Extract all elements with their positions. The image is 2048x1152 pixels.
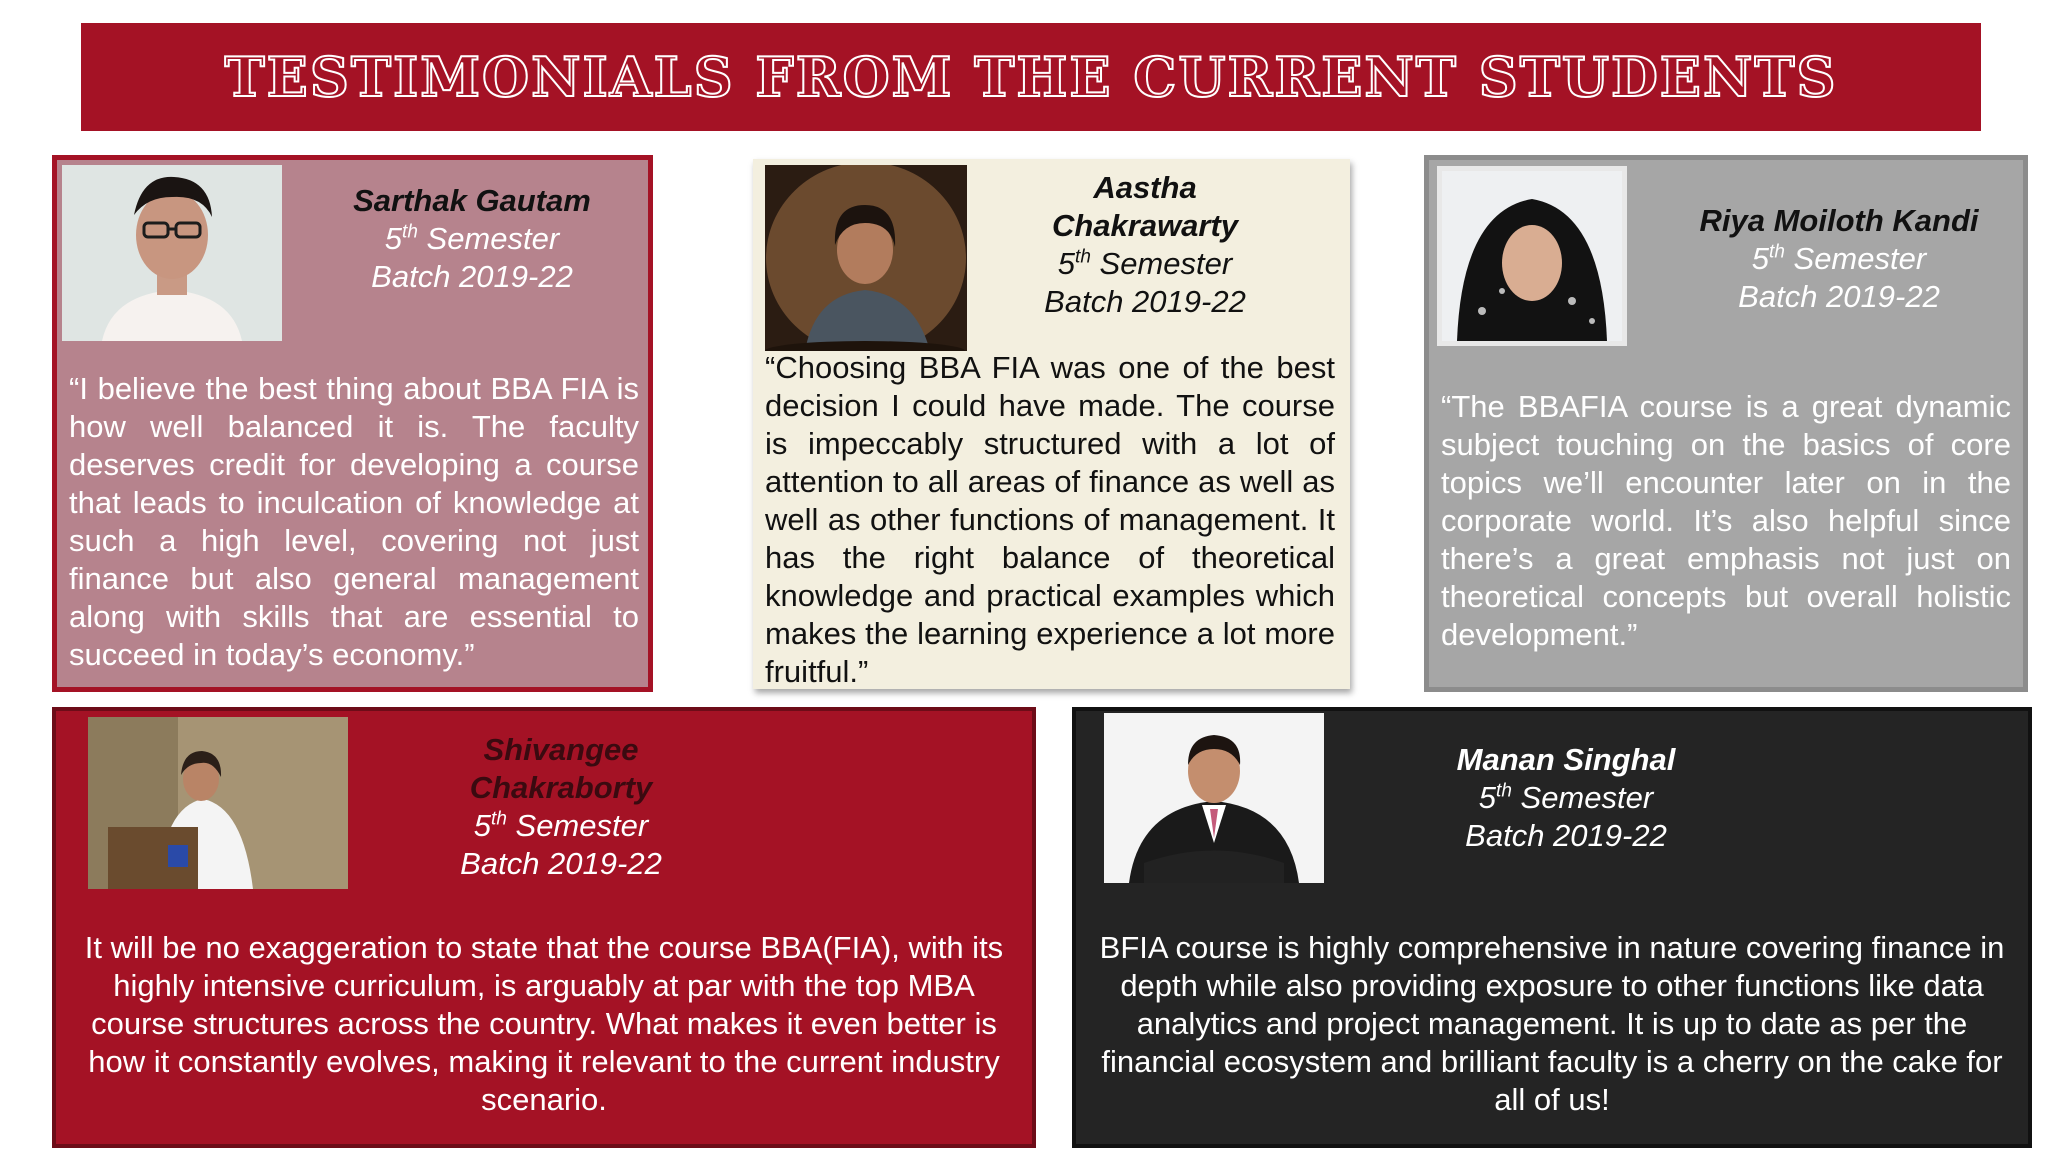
page-title: TESTIMONIALS FROM THE CURRENT STUDENTS [224,45,1838,109]
testimonial-quote: It will be no exaggeration to state that the course BBA(FIA), with its highly intensive curriculum, is arguably at par with the top MBA course structures across the country. What makes it even better is how it constantly evolves, making it relevant to the current industry scenario. [84,930,1004,1117]
student-photo [765,165,967,351]
testimonial-quote: “The BBAFIA course is a great dynamic subject touching on the basics of core topics we’ll encounter later on in the corporate world. It’s also helpful since there’s a great emphasis not just on theoretical concepts but overall holistic development.” [1441,389,2011,652]
student-info [1669,202,2009,316]
testimonial-card-shivangee [52,707,1036,1148]
testimonial-card-sarthak [52,155,653,692]
student-photo [1437,166,1627,346]
student-name: Shivangee Chakraborty [469,732,653,805]
student-name: Aastha Chakrawarty [1051,170,1239,243]
student-name: Manan Singhal [1456,742,1676,777]
student-photo [88,717,348,889]
student-photo [1104,713,1324,883]
student-name: Sarthak Gautam [353,183,591,218]
student-info [446,731,676,883]
testimonial-card-manan [1072,707,2032,1148]
testimonial-quote: “Choosing BBA FIA was one of the best decision I could have made. The course is impeccably structured with a lot of attention to all areas of finance as well as well as other functions of management. It has the right balance of theoretical knowledge and practical examples which makes the learning experience a lot more fruitful.” [765,350,1335,689]
testimonial-quote: “I believe the best thing about BBA FIA is how well balanced it is. The faculty deserves credit for developing a course that leads to inculcation of knowledge at such a high level, covering not just finance but also general management along with skills that are essential to succeed in today’s economy.” [69,371,639,672]
student-info [337,182,607,296]
student-batch: Batch 2019-22 [1738,279,1940,314]
student-semester: 5th Semester [1751,241,1927,276]
student-batch: Batch 2019-22 [1044,284,1246,319]
student-batch: Batch 2019-22 [1465,818,1667,853]
testimonial-card-riya [1424,155,2028,692]
student-info [1416,741,1716,855]
student-photo [62,165,282,341]
testimonial-card-aastha [753,159,1350,689]
student-semester: 5th Semester [384,221,560,256]
student-batch: Batch 2019-22 [371,259,573,294]
student-semester: 5th Semester [1057,246,1233,281]
student-info [1035,169,1255,321]
testimonial-quote: BFIA course is highly comprehensive in nature covering finance in depth while also providing exposure to other functions like data analytics and project management. It is up to date as per the financial ecosystem and brilliant faculty is a cherry on the cake for all of us! [1099,930,2005,1117]
student-name: Riya Moiloth Kandi [1699,203,1979,238]
student-semester: 5th Semester [1478,780,1654,815]
student-semester: 5th Semester [473,808,649,843]
title-banner [81,23,1981,131]
student-batch: Batch 2019-22 [460,846,662,881]
